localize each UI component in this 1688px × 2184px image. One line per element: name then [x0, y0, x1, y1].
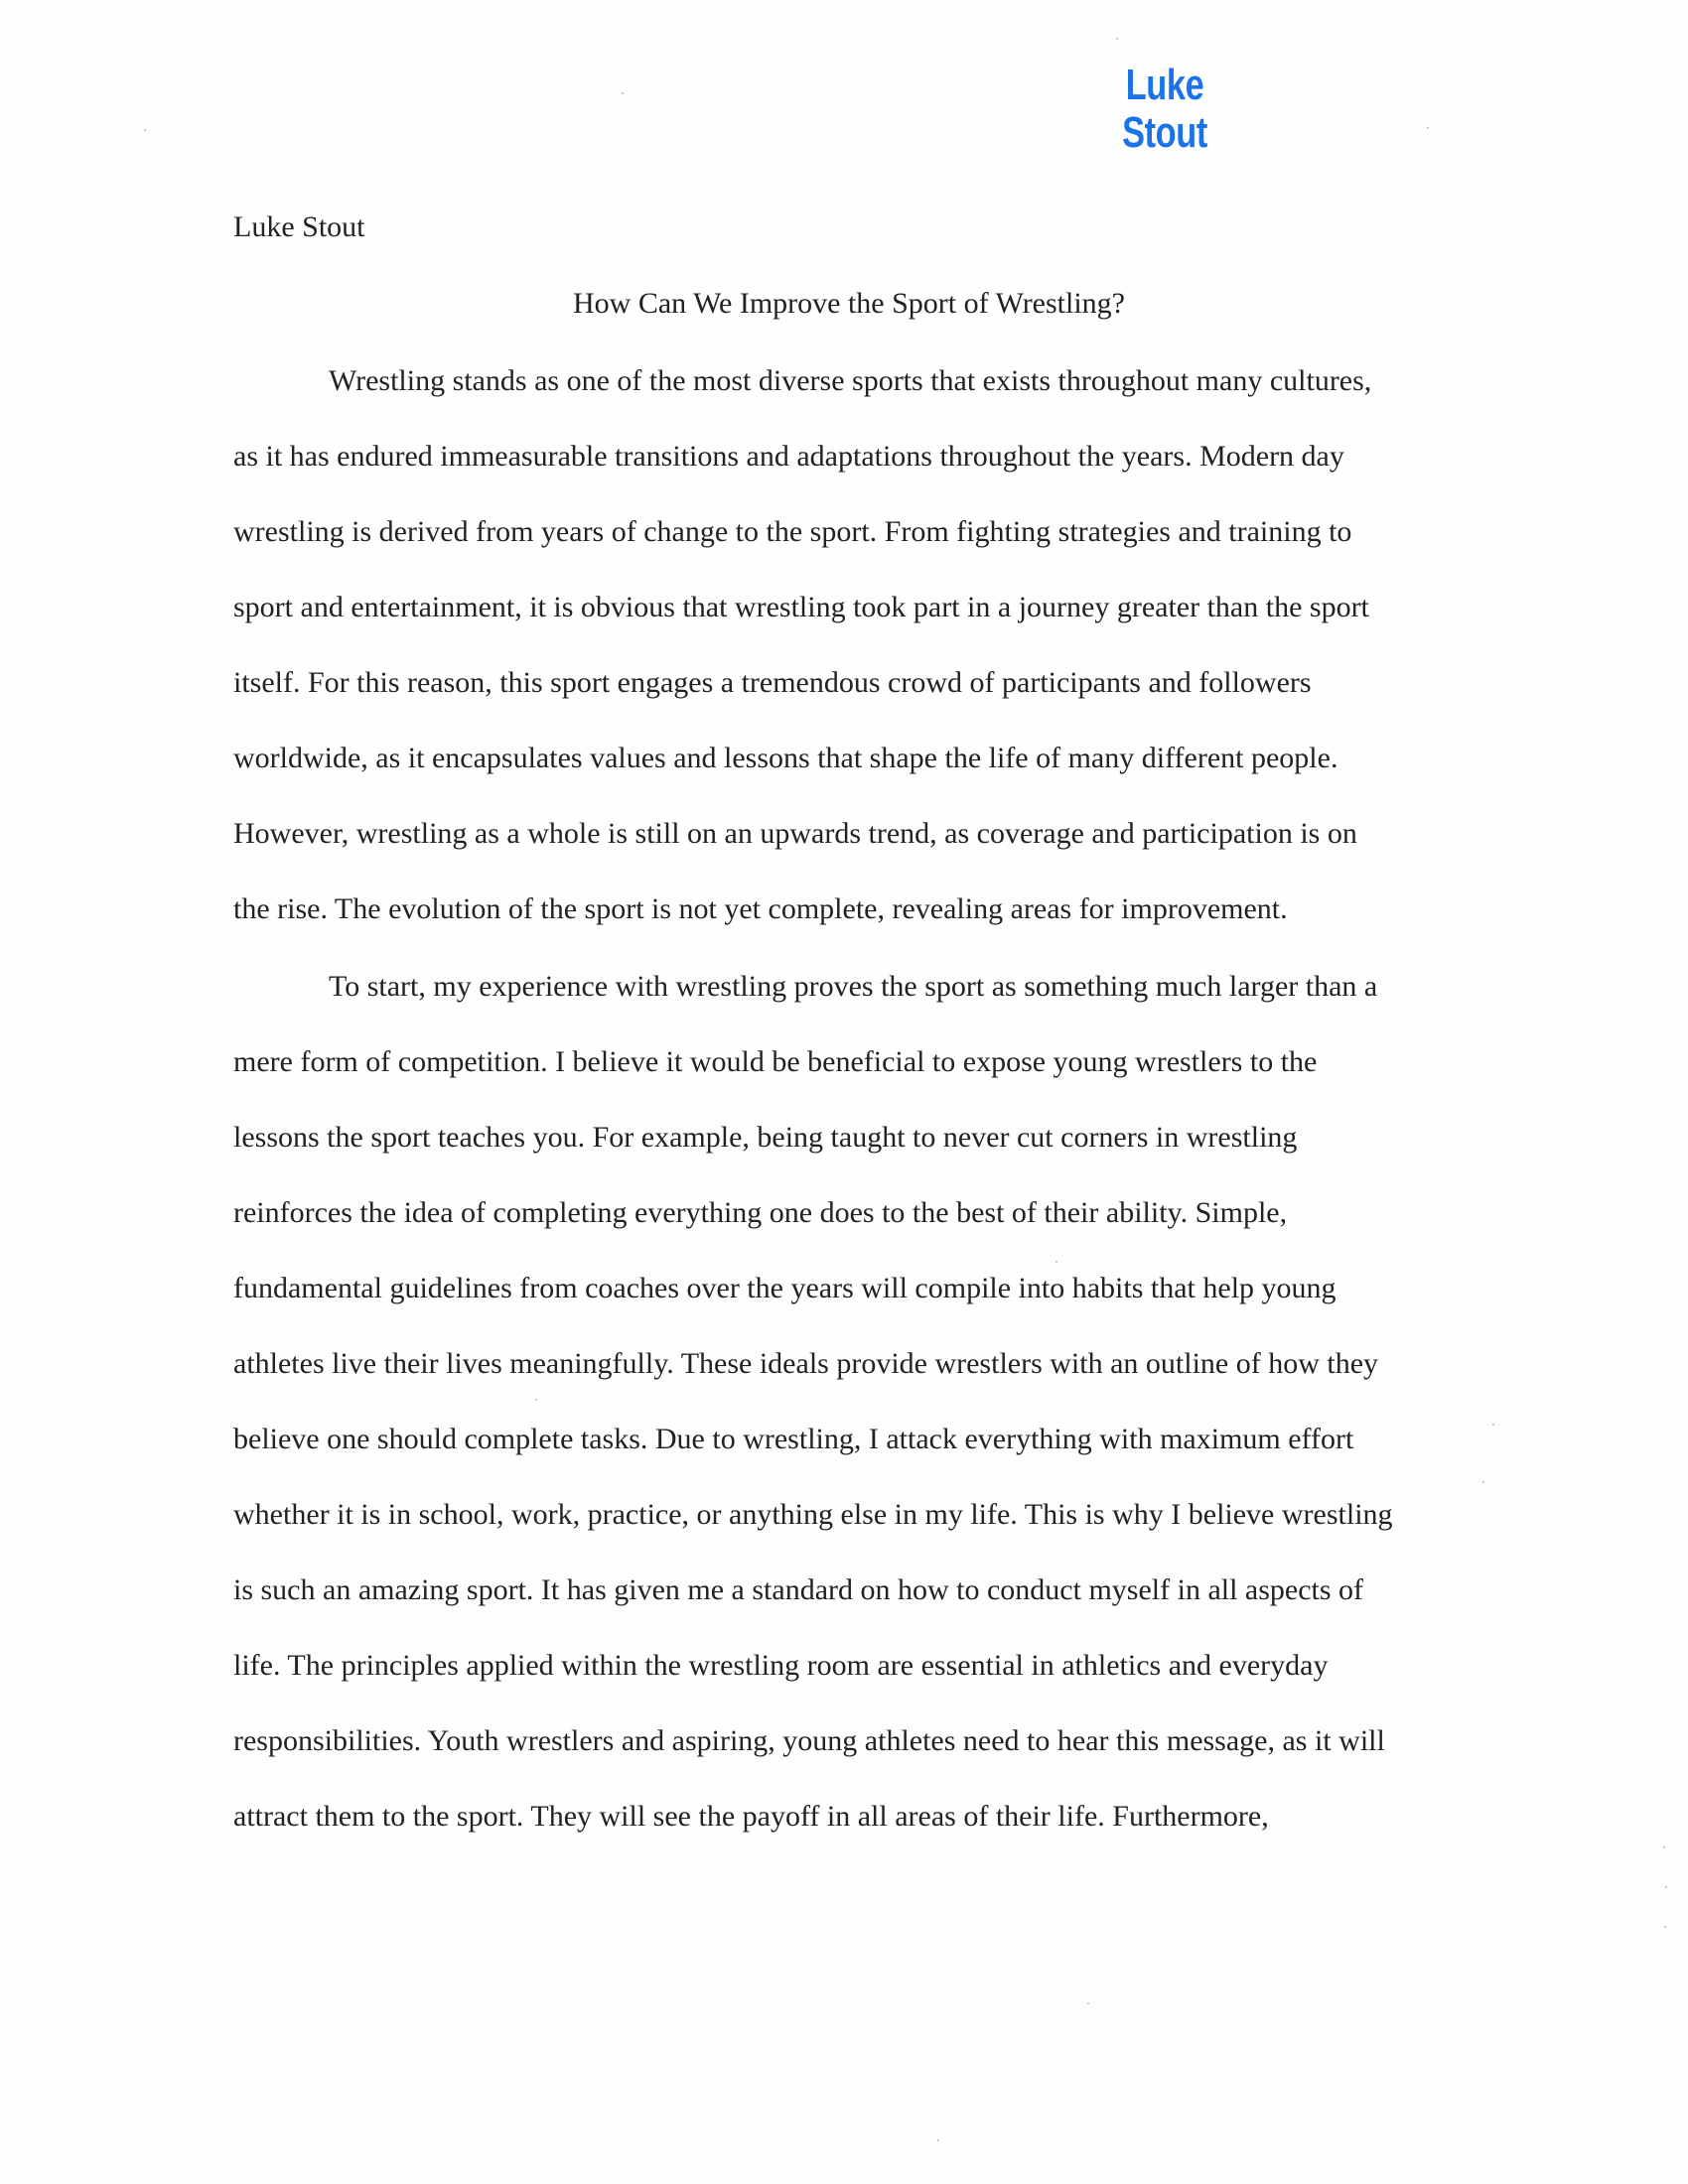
- header-name-stamp: Luke Stout: [1122, 61, 1207, 158]
- paragraph-line: sport and entertainment, it is obvious that wrestling took part in a journey greater than the sport: [233, 591, 1369, 623]
- essay-title: How Can We Improve the Sport of Wrestling?: [573, 287, 1125, 320]
- paragraph-line: worldwide, as it encapsulates values and lessons that shape the life of many different people.: [233, 742, 1338, 774]
- scan-speck: [1482, 1481, 1484, 1483]
- scan-speck: [1087, 2002, 1089, 2004]
- paragraph-line: life. The principles applied within the wrestling room are essential in athletics and everyday: [233, 1649, 1329, 1682]
- paragraph-line: athletes live their lives meaningfully. These ideals provide wrestlers with an outline of how they: [233, 1347, 1379, 1380]
- paragraph-line: fundamental guidelines from coaches over the years will compile into habits that help young: [233, 1272, 1336, 1304]
- paragraph-line: believe one should complete tasks. Due to wrestling, I attack everything with maximum effort: [233, 1423, 1354, 1455]
- scan-speck: [1427, 127, 1429, 129]
- paragraph-line: However, wrestling as a whole is still on an upwards trend, as coverage and participation is on: [233, 817, 1357, 850]
- paragraph-line: as it has endured immeasurable transitions and adaptations throughout the years. Modern day: [233, 440, 1344, 473]
- scan-speck: [1664, 1926, 1666, 1928]
- scan-speck: [1492, 1424, 1494, 1426]
- paragraph-line: attract them to the sport. They will see the payoff in all areas of their life. Furthermore,: [233, 1800, 1269, 1833]
- paragraph-line: responsibilities. Youth wrestlers and aspiring, young athletes need to hear this message, as it will: [233, 1724, 1385, 1757]
- paragraph-line: whether it is in school, work, practice, or anything else in my life. This is why I believe wrestling: [233, 1498, 1393, 1531]
- author-name: Luke Stout: [233, 210, 365, 243]
- scan-speck: [937, 2139, 939, 2141]
- paragraph-line: lessons the sport teaches you. For example, being taught to never cut corners in wrestling: [233, 1121, 1298, 1154]
- paragraph-line: To start, my experience with wrestling proves the sport as something much larger than a: [329, 970, 1378, 1003]
- paragraph-line: itself. For this reason, this sport engages a tremendous crowd of participants and followers: [233, 666, 1312, 699]
- scan-speck: [1663, 1846, 1665, 1848]
- scan-speck: [1665, 1886, 1667, 1888]
- paragraph-line: is such an amazing sport. It has given me a standard on how to conduct myself in all aspects of: [233, 1573, 1364, 1606]
- paragraph-line: the rise. The evolution of the sport is not yet complete, revealing areas for improvement.: [233, 892, 1288, 925]
- scan-speck: [1055, 1261, 1057, 1263]
- paragraph-line: reinforces the idea of completing everything one does to the best of their ability. Simple,: [233, 1196, 1288, 1229]
- scan-speck: [622, 92, 624, 94]
- scan-speck: [1116, 38, 1118, 40]
- scan-speck: [535, 1399, 537, 1401]
- paragraph-line: mere form of competition. I believe it would be beneficial to expose young wrestlers to the: [233, 1045, 1318, 1078]
- scan-speck: [144, 129, 146, 131]
- paragraph-line: wrestling is derived from years of change to the sport. From fighting strategies and training to: [233, 515, 1352, 548]
- paragraph-line: Wrestling stands as one of the most diverse sports that exists throughout many cultures,: [329, 364, 1372, 397]
